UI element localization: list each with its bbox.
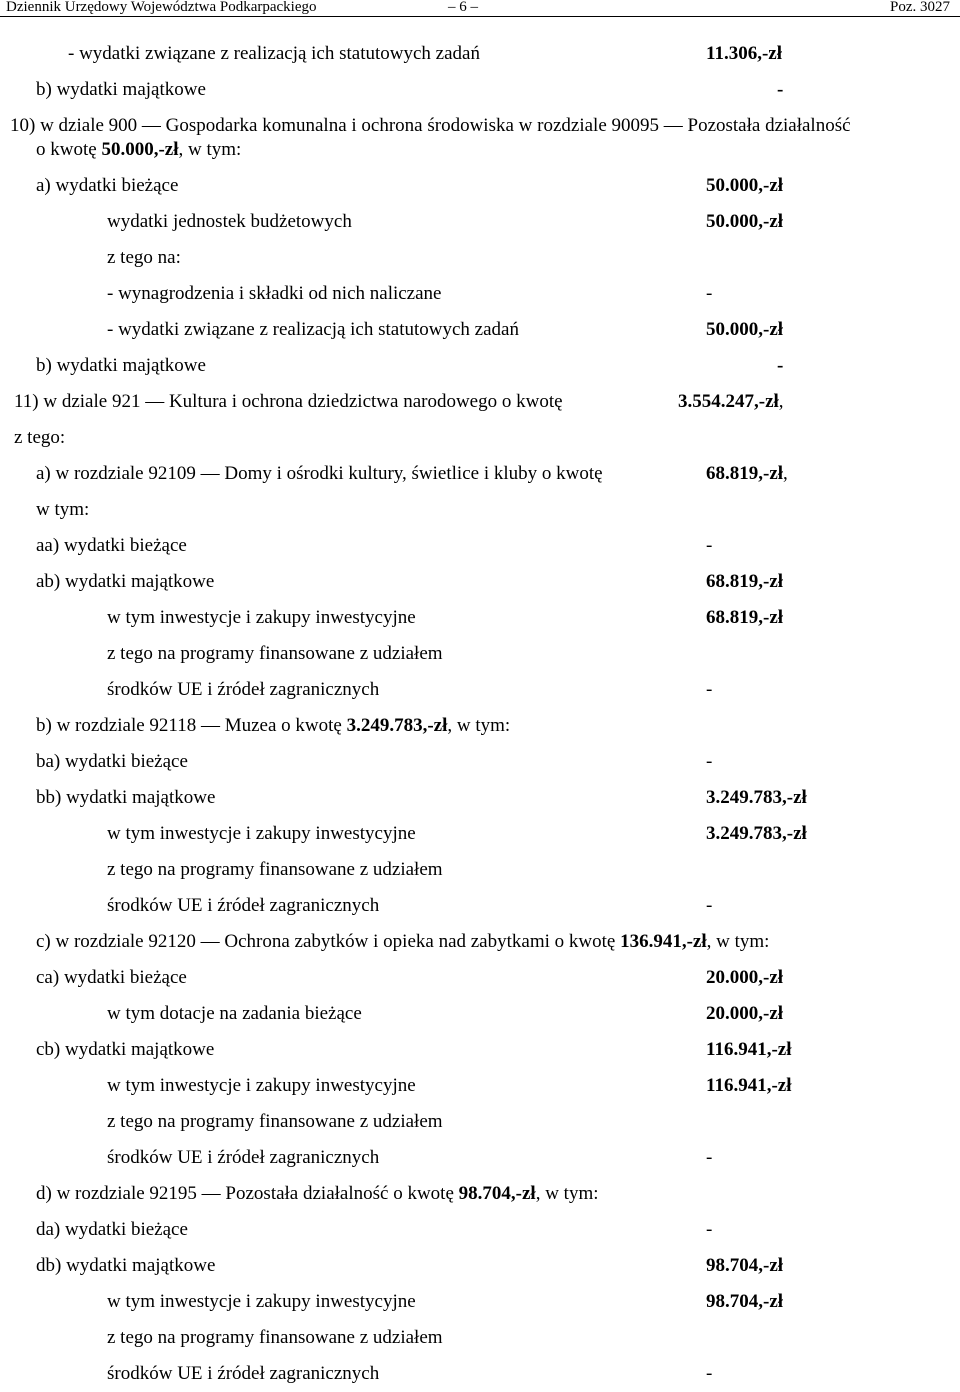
line-label: b) wydatki majątkowe <box>36 79 206 100</box>
line-label: z tego na: <box>107 247 181 268</box>
line-label: w tym: <box>36 499 90 520</box>
position-number: Poz. 3027 <box>890 0 950 15</box>
line-label: a) wydatki bieżące <box>36 175 179 196</box>
line-value: 116.941,-zł <box>706 1039 792 1060</box>
section-heading: 11) w dziale 921 — Kultura i ochrona dziedzictwa narodowego o kwotę <box>14 391 563 412</box>
line-label: w tym inwestycje i zakupy inwestycyjne <box>107 1291 416 1312</box>
line-value: 3.249.783,-zł <box>706 823 807 844</box>
line-value: 50.000,-zł <box>706 175 784 196</box>
line-label: aa) wydatki bieżące <box>36 535 187 556</box>
line-value: - <box>777 79 784 100</box>
line-value: 68.819,-zł, <box>706 463 788 484</box>
subsection-heading: c) w rozdziale 92120 — Ochrona zabytków i opieka nad zabytkami o kwotę 136.941,-zł, w tym: <box>36 931 770 952</box>
line-value: 68.819,-zł <box>706 571 784 592</box>
page-header <box>0 0 960 17</box>
subsection-heading: a) w rozdziale 92109 — Domy i ośrodki kultury, świetlice i kluby o kwotę <box>36 463 603 484</box>
line-label: z tego na programy finansowane z udziałem <box>107 1327 443 1348</box>
line-value: 11.306,-zł <box>706 43 782 64</box>
line-label: w tym inwestycje i zakupy inwestycyjne <box>107 607 416 628</box>
line-label: ab) wydatki majątkowe <box>36 571 215 592</box>
line-value: - <box>706 1363 713 1384</box>
line-value: - <box>777 355 784 376</box>
line-label: bb) wydatki majątkowe <box>36 787 216 808</box>
line-value: 3.554.247,-zł, <box>678 391 784 412</box>
line-label: z tego na programy finansowane z udziałem <box>107 859 443 880</box>
section-amount: o kwotę 50.000,-zł, w tym: <box>36 139 242 160</box>
line-label: - wydatki związane z realizacją ich statutowych zadań <box>107 319 519 340</box>
line-label: db) wydatki majątkowe <box>36 1255 216 1276</box>
line-label: - wydatki związane z realizacją ich statutowych zadań <box>68 43 480 64</box>
line-label: w tym inwestycje i zakupy inwestycyjne <box>107 1075 416 1096</box>
line-value: 68.819,-zł <box>706 607 784 628</box>
subsection-heading: d) w rozdziale 92195 — Pozostała działalność o kwotę 98.704,-zł, w tym: <box>36 1183 599 1204</box>
line-label: da) wydatki bieżące <box>36 1219 188 1240</box>
line-label: b) wydatki majątkowe <box>36 355 206 376</box>
subsection-heading: b) w rozdziale 92118 — Muzea o kwotę 3.249.783,-zł, w tym: <box>36 715 511 736</box>
line-label: w tym dotacje na zadania bieżące <box>107 1003 362 1024</box>
line-label: środków UE i źródeł zagranicznych <box>107 895 380 916</box>
line-label: ca) wydatki bieżące <box>36 967 187 988</box>
line-value: 116.941,-zł <box>706 1075 792 1096</box>
journal-title: Dziennik Urzędowy Województwa Podkarpackiego <box>6 0 317 15</box>
line-value: - <box>706 679 713 700</box>
line-value: 98.704,-zł <box>706 1291 784 1312</box>
line-value: 20.000,-zł <box>706 967 784 988</box>
line-value: 98.704,-zł <box>706 1255 784 1276</box>
section-heading: 10) w dziale 900 — Gospodarka komunalna i ochrona środowiska w rozdziale 90095 — Pozostała działalność <box>10 115 851 136</box>
line-label: środków UE i źródeł zagranicznych <box>107 679 380 700</box>
line-label: w tym inwestycje i zakupy inwestycyjne <box>107 823 416 844</box>
line-label: ba) wydatki bieżące <box>36 751 188 772</box>
line-label: cb) wydatki majątkowe <box>36 1039 215 1060</box>
line-label: - wynagrodzenia i składki od nich naliczane <box>107 283 442 304</box>
line-value: 50.000,-zł <box>706 319 784 340</box>
line-value: - <box>706 751 713 772</box>
line-label: z tego na programy finansowane z udziałem <box>107 1111 443 1132</box>
line-value: 3.249.783,-zł <box>706 787 807 808</box>
line-value: - <box>706 535 713 556</box>
line-value: 50.000,-zł <box>706 211 784 232</box>
line-value: - <box>706 895 713 916</box>
line-label: z tego: <box>14 427 66 448</box>
line-value: 20.000,-zł <box>706 1003 784 1024</box>
line-label: wydatki jednostek budżetowych <box>107 211 352 232</box>
line-value: - <box>706 1147 713 1168</box>
page-number: – 6 – <box>448 0 478 15</box>
line-label: środków UE i źródeł zagranicznych <box>107 1363 380 1384</box>
line-label: z tego na programy finansowane z udziałem <box>107 643 443 664</box>
line-value: - <box>706 1219 713 1240</box>
line-label: środków UE i źródeł zagranicznych <box>107 1147 380 1168</box>
line-value: - <box>706 283 713 304</box>
